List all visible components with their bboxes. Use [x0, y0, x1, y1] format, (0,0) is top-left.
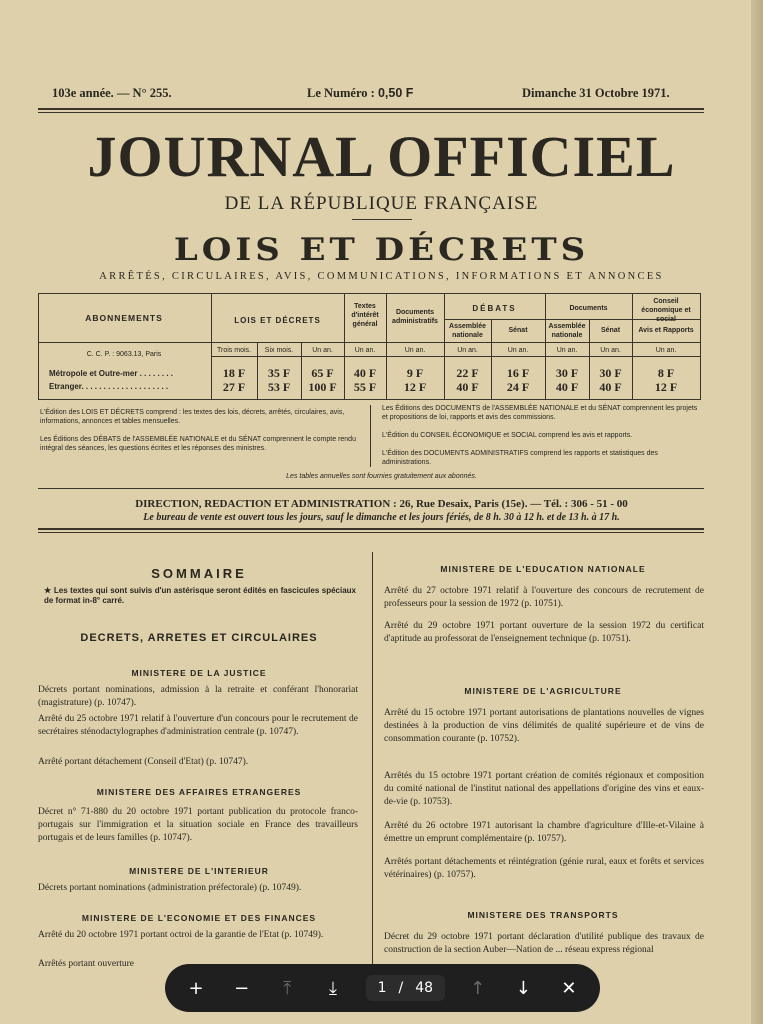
col-un-an: Un an.: [457, 347, 478, 354]
note-documents: Les Éditions des DOCUMENTS de l'ASSEMBLÉE NATIONALE et du SÉNAT comprennent les projets et propositions de loi, rapports et avis des commissions.: [382, 405, 698, 421]
rule: [38, 528, 704, 530]
entry: Décret n° 71-880 du 20 octobre 1971 portant publication du protocole franco-portugais sur l'immigration et la situation sociale en France des travailleurs portugais et de leurs familles (p. 10747).: [38, 807, 358, 843]
sommaire-title: SOMMAIRE: [151, 566, 247, 581]
entry: Arrêté du 27 octobre 1971 relatif à l'ouverture des concours de recrutement de professeurs pour la session de 1972 (p. 10751).: [384, 586, 704, 609]
previous-page-button[interactable]: [465, 975, 491, 1001]
journal-subtitle: DE LA RÉPUBLIQUE FRANÇAISE: [224, 193, 539, 214]
rule: [38, 112, 704, 113]
viewer-toolbar: [165, 964, 600, 1012]
table-cell: 40 F: [599, 380, 622, 394]
decrets-title: DECRETS, ARRETES ET CIRCULAIRES: [80, 632, 318, 644]
table-cell: 35 F: [267, 366, 291, 380]
rule: [38, 532, 704, 533]
col-six-mois: Six mois.: [264, 347, 294, 354]
col-un-an: Un an.: [312, 347, 333, 354]
next-page-button[interactable]: [510, 975, 536, 1001]
current-page: 1: [377, 980, 387, 996]
last-page-button[interactable]: [320, 975, 346, 1001]
table-header-abonnements: ABONNEMENTS: [85, 313, 163, 323]
ccp-number: C. C. P. : 9063.13, Paris: [86, 351, 162, 358]
entry: Arrêtés portant ouverture: [38, 959, 135, 969]
col-avis: Avis et Rapports: [638, 327, 694, 334]
col-an: Assemblée nationale: [449, 323, 486, 339]
section-subtitle: ARRÊTÉS, CIRCULAIRES, AVIS, COMMUNICATIONS, INFORMATIONS ET ANNONCES: [99, 271, 664, 282]
rule: [352, 219, 412, 220]
close-button[interactable]: [556, 975, 582, 1001]
note-docadm: L'Édition des DOCUMENTS ADMINISTRATIFS comprend les rapports et statistiques des administrations.: [382, 450, 658, 466]
total-pages: 48: [415, 980, 434, 996]
entry: Décrets portant nominations, admission à la retraite et conférant l'honorariat (magistrature) (p. 10747).: [38, 685, 358, 708]
close-icon: ✕: [561, 977, 577, 999]
entry: Arrêtés du 15 octobre 1971 portant création de comités régionaux et composition du comité national de l'institut national des appellations d'origine des vins et eaux-de-vie (p. 10753).: [384, 771, 704, 807]
entry: Arrêté du 26 octobre 1971 autorisant la chambre d'agriculture d'Ille-et-Vilaine à émettre un emprunt complémentaire (p. 10757).: [384, 821, 704, 844]
arrow-up-bar-icon: ⤒: [283, 977, 292, 999]
table-cell: 30 F: [555, 366, 579, 380]
col-conseil: Conseil économique et social: [641, 298, 691, 323]
table-cell: 53 F: [267, 380, 291, 394]
subscription-table: [38, 293, 701, 400]
heading-transports: MINISTERE DES TRANSPORTS: [467, 910, 619, 920]
col-un-an: Un an.: [655, 347, 677, 354]
row-label-metropole: Métropole et Outre-mer . . . . . . . .: [49, 369, 174, 378]
col-un-an: Un an.: [556, 347, 578, 354]
arrow-down-icon: ↓: [515, 977, 531, 999]
note-debats: Les Éditions des DÉBATS de l'ASSEMBLÉE NATIONALE et du SÉNAT comprennent le compte rendu intégral des séances, les questions écrites et les réponses des ministres.: [40, 436, 356, 452]
rule: [38, 108, 704, 110]
table-cell: 22 F: [456, 366, 479, 380]
col-un-an: Un an.: [507, 347, 529, 354]
col-documents: Documents: [569, 305, 608, 312]
entry: Décrets portant nominations (administration préfectorale) (p. 10749).: [38, 883, 302, 893]
note-lois: L'Édition des LOIS ET DÉCRETS comprend : les textes des lois, décrets, arrêtés, circulaires, avis, informations, annonces et tables mensuelles.: [40, 409, 345, 425]
col-an2: Assemblée nationale: [548, 323, 586, 339]
col-senat: Sénat: [508, 327, 528, 334]
issue-number: 103e année. — N° 255.: [52, 86, 172, 100]
col-docadm: Documents administratifs: [392, 309, 438, 325]
entry: Arrêté du 25 octobre 1971 relatif à l'ouverture d'un concours pour le recrutement de secrétaires sténodactylographes d'administration centrale (p. 10747).: [38, 714, 358, 737]
zoom-in-button[interactable]: [183, 975, 209, 1001]
col-textes: Textes d'intérêt général: [351, 303, 379, 328]
table-cell: 100 F: [308, 380, 337, 394]
col-un-an: Un an.: [354, 347, 376, 354]
col-un-an: Un an.: [404, 347, 426, 354]
table-cell: 65 F: [311, 366, 334, 380]
heading-interieur: MINISTERE DE L'INTERIEUR: [129, 866, 269, 876]
heading-finances: MINISTERE DE L'ECONOMIE ET DES FINANCES: [81, 913, 317, 923]
table-cell: 8 F: [657, 366, 675, 380]
table-cell: 16 F: [506, 366, 530, 380]
zoom-out-button[interactable]: [229, 975, 255, 1001]
journal-title: JOURNAL OFFICIEL: [87, 124, 676, 189]
table-cell: 9 F: [406, 366, 424, 380]
heading-justice: MINISTERE DE LA JUSTICE: [131, 668, 267, 678]
price: Le Numéro : 0,50 F: [307, 86, 414, 100]
bureau-hours: Le bureau de vente est ouvert tous les jours, sauf le dimanche et les jours fériés, de 8 h. 30 à 12 h. et de 13 h. à 17 h.: [143, 512, 620, 523]
col-trois-mois: Trois mois.: [217, 347, 251, 354]
entry: Arrêté du 20 octobre 1971 portant octroi de la garantie de l'Etat (p. 10749).: [38, 930, 324, 940]
table-cell: 40 F: [456, 380, 479, 394]
arrow-up-icon: ↑: [470, 977, 486, 999]
page-separator: /: [398, 980, 404, 996]
heading-agriculture: MINISTERE DE L'AGRICULTURE: [464, 686, 622, 696]
issue-date: Dimanche 31 Octobre 1971.: [522, 86, 670, 100]
heading-etrangeres: MINISTERE DES AFFAIRES ETRANGERES: [96, 787, 302, 797]
note-conseil: L'Édition du CONSEIL ÉCONOMIQUE et SOCIAL comprend les avis et rapports.: [382, 432, 633, 439]
entry: Arrêté du 15 octobre 1971 portant autorisations de plantations nouvelles de vignes destinées à la production de vins délimités de qualité supérieure et de vins de consommation courante (p. 10752).: [384, 708, 704, 744]
first-page-button[interactable]: [274, 975, 300, 1001]
entry: Arrêté portant détachement (Conseil d'Etat) (p. 10747).: [38, 757, 249, 767]
table-cell: 12 F: [403, 380, 427, 394]
column-separator: [372, 552, 373, 972]
direction-address: DIRECTION, REDACTION ET ADMINISTRATION : 26, Rue Desaix, Paris (15e). — Tél. : 306 - 51 - 00: [135, 498, 628, 510]
entry: Arrêté du 29 octobre 1971 portant ouverture de la session 1972 du certificat d'aptitude au professorat de l'enseignement technique (p. 10751).: [384, 621, 704, 644]
sommaire-note: ★ Les textes qui sont suivis d'un astérisque seront édités en fascicules spéciaux de format in-8° carré.: [44, 586, 356, 605]
table-cell: 24 F: [506, 380, 530, 394]
table-cell: 40 F: [353, 366, 377, 380]
table-cell: 55 F: [353, 380, 377, 394]
col-debats: DÉBATS: [472, 304, 517, 313]
rule: [38, 488, 704, 489]
plus-icon: +: [188, 977, 204, 999]
table-cell: 30 F: [599, 366, 622, 380]
section-title: LOIS ET DÉCRETS: [173, 232, 590, 268]
minus-icon: −: [234, 977, 250, 999]
entry: Arrêtés portant détachements et réintégration (génie rural, eaux et forêts et services vétérinaires) (p. 10757).: [384, 857, 704, 880]
table-cell: 40 F: [555, 380, 579, 394]
heading-education: MINISTERE DE L'EDUCATION NATIONALE: [440, 564, 646, 574]
table-header-lois: LOIS ET DÉCRETS: [234, 316, 321, 325]
col-un-an: Un an.: [600, 347, 621, 354]
page-indicator[interactable]: [366, 975, 445, 1001]
table-cell: 12 F: [654, 380, 678, 394]
entry: Décret du 29 octobre 1971 portant déclaration d'utilité publique des travaux de construction de la section Auber—Nation de ... réseau express régional: [384, 932, 704, 955]
table-cell: 27 F: [222, 380, 246, 394]
col-senat2: Sénat: [600, 327, 621, 334]
arrow-down-bar-icon: ⤓: [328, 977, 337, 999]
table-cell: 18 F: [222, 366, 246, 380]
note-tables: Les tables annuelles sont fournies gratuitement aux abonnés.: [286, 473, 477, 480]
row-label-etranger: Etranger. . . . . . . . . . . . . . . . . . . .: [49, 382, 169, 391]
